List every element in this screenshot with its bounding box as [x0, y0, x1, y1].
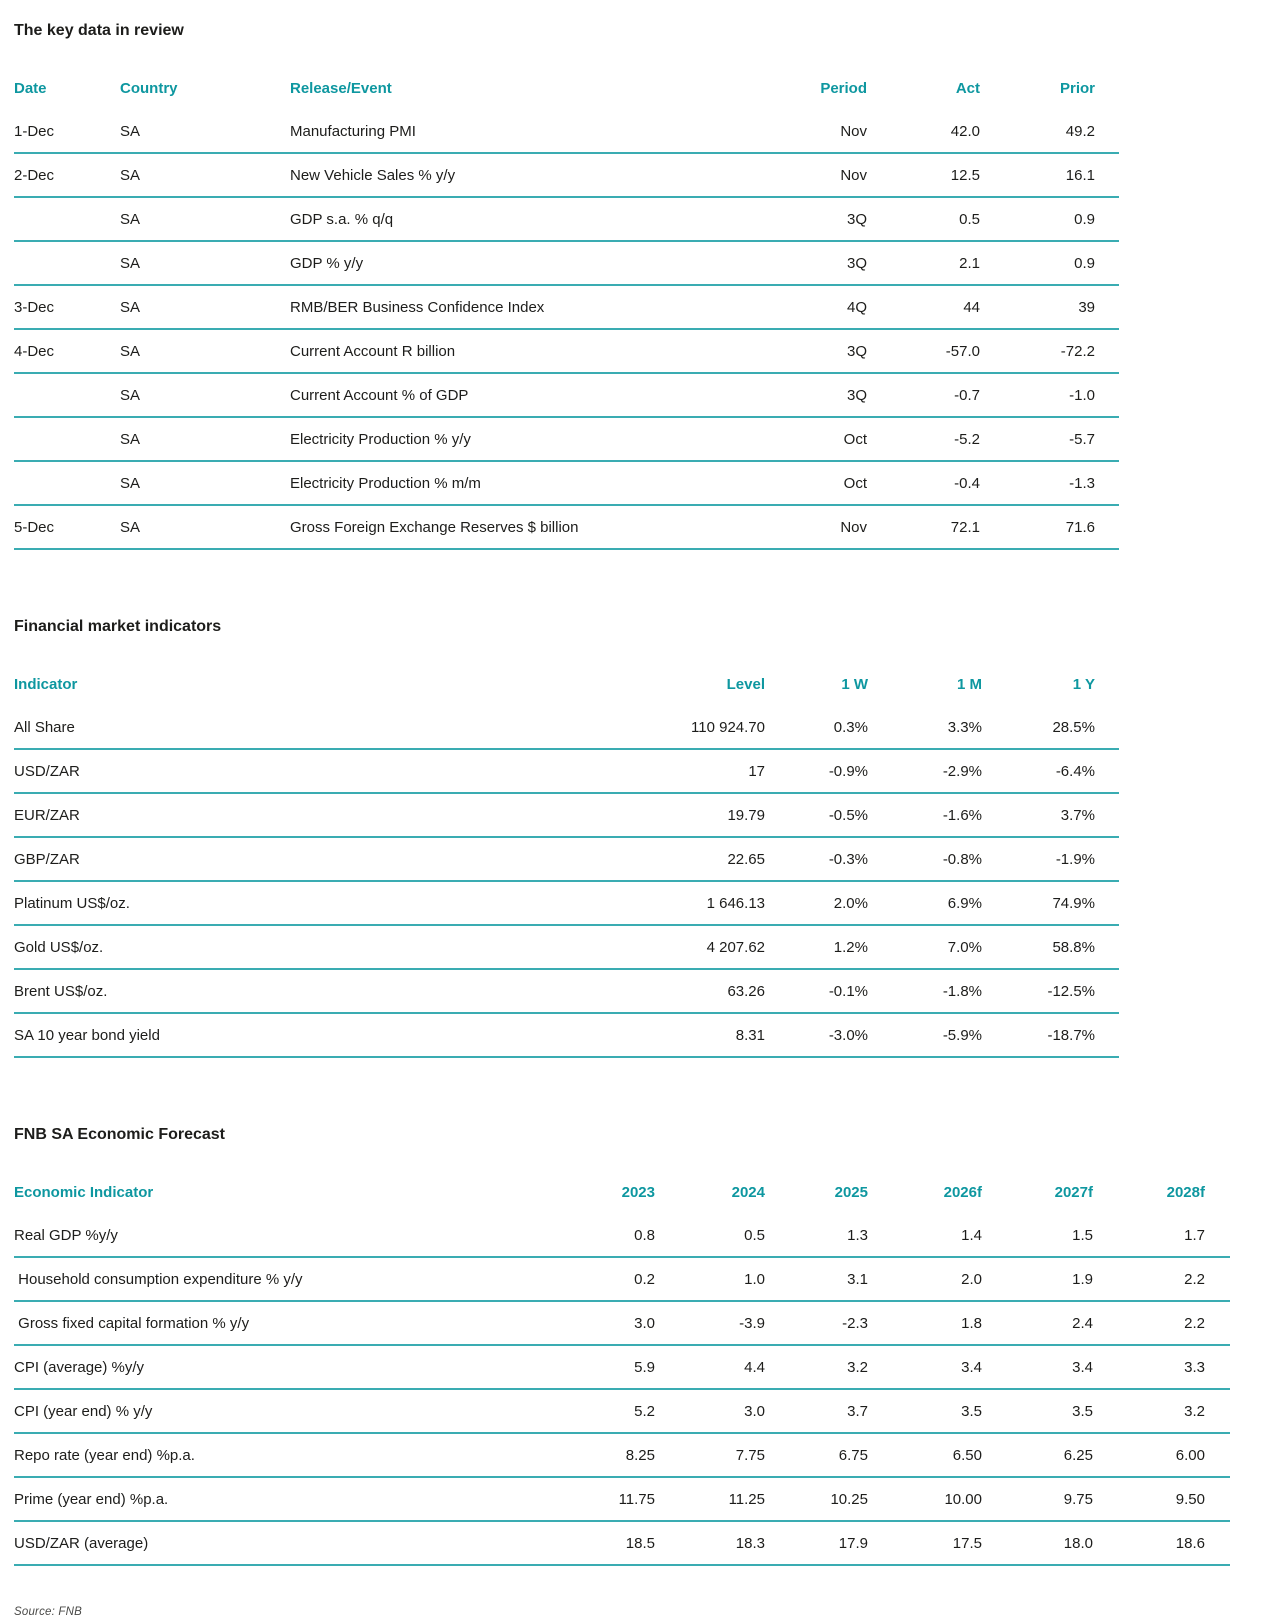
cell: Gold US$/oz.: [14, 925, 534, 969]
cell: -1.6%: [868, 793, 982, 837]
cell: 6.25: [982, 1433, 1093, 1477]
cell: -57.0: [867, 329, 980, 373]
table-row: [14, 285, 1119, 329]
cell: 7.75: [655, 1433, 765, 1477]
column-header: Release/Event: [290, 79, 392, 97]
cell: 39: [980, 285, 1119, 329]
cell: -0.1%: [765, 969, 868, 1013]
cell: 0.2: [544, 1257, 655, 1301]
cell: 18.5: [544, 1521, 655, 1565]
cell: 1.7: [1093, 1214, 1230, 1257]
cell: 4.4: [655, 1345, 765, 1389]
cell: 3Q: [735, 241, 867, 285]
cell: [14, 461, 120, 505]
table-row: [14, 1521, 1230, 1565]
column-header: 2026f: [943, 1183, 982, 1201]
cell: 0.3%: [765, 706, 868, 749]
cell: [14, 417, 120, 461]
table-row: [14, 749, 1119, 793]
cell: -0.9%: [765, 749, 868, 793]
column-header: Economic Indicator: [14, 1183, 154, 1201]
column-header: 2024: [731, 1183, 765, 1201]
cell: -12.5%: [982, 969, 1119, 1013]
cell: 2.0: [868, 1257, 982, 1301]
cell: 6.00: [1093, 1433, 1230, 1477]
cell: 1.0: [655, 1257, 765, 1301]
cell: 4Q: [735, 285, 867, 329]
table-row: [14, 417, 1119, 461]
source-note: Source: FNB: [14, 1606, 83, 1618]
table-row: [14, 1389, 1230, 1433]
cell: 49.2: [980, 110, 1119, 153]
table-row: [14, 110, 1119, 153]
cell: 2.1: [867, 241, 980, 285]
cell: 3.5: [868, 1389, 982, 1433]
column-header: 1 W: [841, 675, 868, 693]
cell: 3.3%: [868, 706, 982, 749]
table-row: [14, 373, 1119, 417]
cell: 9.50: [1093, 1477, 1230, 1521]
cell: 3.3: [1093, 1345, 1230, 1389]
cell: SA: [120, 197, 290, 241]
cell: 0.5: [867, 197, 980, 241]
cell: USD/ZAR (average): [14, 1521, 544, 1565]
cell: 3.4: [868, 1345, 982, 1389]
cell: -0.7: [867, 373, 980, 417]
table-row: [14, 925, 1119, 969]
cell: 72.1: [867, 505, 980, 549]
cell: CPI (average) %y/y: [14, 1345, 544, 1389]
cell: 2.4: [982, 1301, 1093, 1345]
cell: 63.26: [534, 969, 765, 1013]
table-row: [14, 793, 1119, 837]
cell: -1.3: [980, 461, 1119, 505]
cell: 3.0: [544, 1301, 655, 1345]
cell: -5.7: [980, 417, 1119, 461]
cell: SA: [120, 461, 290, 505]
cell: 6.50: [868, 1433, 982, 1477]
cell: -1.8%: [868, 969, 982, 1013]
cell: 2.0%: [765, 881, 868, 925]
cell: -0.3%: [765, 837, 868, 881]
column-header: Prior: [1059, 79, 1095, 97]
cell: 1.9: [982, 1257, 1093, 1301]
cell: 8.31: [534, 1013, 765, 1057]
table-row: [14, 1345, 1230, 1389]
cell: -1.0: [980, 373, 1119, 417]
cell: 5-Dec: [14, 505, 120, 549]
key-data-table: [14, 66, 1119, 550]
column-header: 1 Y: [1072, 675, 1095, 693]
cell: -18.7%: [982, 1013, 1119, 1057]
cell: 74.9%: [982, 881, 1119, 925]
cell: SA: [120, 153, 290, 197]
table-row: [14, 197, 1119, 241]
cell: 58.8%: [982, 925, 1119, 969]
table-row: [14, 1214, 1230, 1257]
column-header: Date: [14, 79, 47, 97]
column-header: Country: [120, 79, 178, 97]
cell: 3.0: [655, 1389, 765, 1433]
cell: 2-Dec: [14, 153, 120, 197]
cell: [14, 373, 120, 417]
cell: Oct: [735, 461, 867, 505]
column-header: Act: [955, 79, 980, 97]
table-row: [14, 1433, 1230, 1477]
cell: 11.75: [544, 1477, 655, 1521]
column-header: Level: [726, 675, 765, 693]
cell: 44: [867, 285, 980, 329]
table-row: [14, 1477, 1230, 1521]
cell: SA: [120, 285, 290, 329]
cell: -1.9%: [982, 837, 1119, 881]
cell: GBP/ZAR: [14, 837, 534, 881]
cell: 22.65: [534, 837, 765, 881]
cell: 10.25: [765, 1477, 868, 1521]
table-row: [14, 505, 1119, 549]
cell: 17.9: [765, 1521, 868, 1565]
cell: -5.2: [867, 417, 980, 461]
header-row: [14, 1170, 1230, 1214]
economic-forecast-title: FNB SA Economic Forecast: [14, 1126, 226, 1143]
column-header: 2023: [621, 1183, 655, 1201]
cell: SA: [120, 505, 290, 549]
cell: 18.3: [655, 1521, 765, 1565]
cell: 4-Dec: [14, 329, 120, 373]
cell: All Share: [14, 706, 534, 749]
cell: 0.9: [980, 197, 1119, 241]
cell: 3.1: [765, 1257, 868, 1301]
cell: 3.2: [765, 1345, 868, 1389]
cell: 5.9: [544, 1345, 655, 1389]
cell: Repo rate (year end) %p.a.: [14, 1433, 544, 1477]
cell: RMB/BER Business Confidence Index: [290, 285, 735, 329]
header-row: [14, 662, 1119, 706]
table-row: [14, 241, 1119, 285]
table-row: [14, 837, 1119, 881]
cell: GDP % y/y: [290, 241, 735, 285]
table-row: [14, 153, 1119, 197]
cell: 11.25: [655, 1477, 765, 1521]
column-header: Period: [820, 79, 867, 97]
cell: -0.4: [867, 461, 980, 505]
cell: 7.0%: [868, 925, 982, 969]
cell: Prime (year end) %p.a.: [14, 1477, 544, 1521]
cell: 3Q: [735, 329, 867, 373]
column-header: 1 M: [956, 675, 982, 693]
cell: 0.5: [655, 1214, 765, 1257]
cell: 6.9%: [868, 881, 982, 925]
cell: 3Q: [735, 197, 867, 241]
cell: -72.2: [980, 329, 1119, 373]
cell: Electricity Production % y/y: [290, 417, 735, 461]
cell: 3.7%: [982, 793, 1119, 837]
key-data-title: The key data in review: [14, 22, 184, 39]
cell: Gross fixed capital formation % y/y: [14, 1301, 544, 1345]
cell: SA: [120, 373, 290, 417]
cell: Gross Foreign Exchange Reserves $ billion: [290, 505, 735, 549]
cell: EUR/ZAR: [14, 793, 534, 837]
cell: 18.6: [1093, 1521, 1230, 1565]
cell: USD/ZAR: [14, 749, 534, 793]
column-header: 2027f: [1054, 1183, 1093, 1201]
cell: 42.0: [867, 110, 980, 153]
cell: 12.5: [867, 153, 980, 197]
table-row: [14, 1301, 1230, 1345]
cell: -2.9%: [868, 749, 982, 793]
table-row: [14, 329, 1119, 373]
cell: 1.4: [868, 1214, 982, 1257]
cell: -0.5%: [765, 793, 868, 837]
cell: 4 207.62: [534, 925, 765, 969]
cell: Platinum US$/oz.: [14, 881, 534, 925]
cell: Manufacturing PMI: [290, 110, 735, 153]
market-indicators-title: Financial market indicators: [14, 618, 222, 635]
cell: 110 924.70: [534, 706, 765, 749]
cell: 19.79: [534, 793, 765, 837]
cell: Nov: [735, 110, 867, 153]
cell: -5.9%: [868, 1013, 982, 1057]
cell: Electricity Production % m/m: [290, 461, 735, 505]
cell: 1.2%: [765, 925, 868, 969]
cell: 17.5: [868, 1521, 982, 1565]
cell: 3-Dec: [14, 285, 120, 329]
cell: -0.8%: [868, 837, 982, 881]
cell: 16.1: [980, 153, 1119, 197]
cell: -6.4%: [982, 749, 1119, 793]
cell: 1.8: [868, 1301, 982, 1345]
cell: Current Account R billion: [290, 329, 735, 373]
cell: 9.75: [982, 1477, 1093, 1521]
cell: SA: [120, 110, 290, 153]
cell: Current Account % of GDP: [290, 373, 735, 417]
cell: 0.9: [980, 241, 1119, 285]
column-header: Indicator: [14, 675, 78, 693]
cell: Nov: [735, 153, 867, 197]
cell: 3Q: [735, 373, 867, 417]
cell: Household consumption expenditure % y/y: [14, 1257, 544, 1301]
column-header: 2028f: [1166, 1183, 1205, 1201]
cell: 1-Dec: [14, 110, 120, 153]
market-indicators-table: [14, 662, 1119, 1058]
cell: 3.7: [765, 1389, 868, 1433]
cell: Brent US$/oz.: [14, 969, 534, 1013]
cell: 3.2: [1093, 1389, 1230, 1433]
cell: [14, 197, 120, 241]
cell: Nov: [735, 505, 867, 549]
cell: SA 10 year bond yield: [14, 1013, 534, 1057]
cell: -3.9: [655, 1301, 765, 1345]
cell: 5.2: [544, 1389, 655, 1433]
table-row: [14, 461, 1119, 505]
cell: New Vehicle Sales % y/y: [290, 153, 735, 197]
cell: -3.0%: [765, 1013, 868, 1057]
cell: CPI (year end) % y/y: [14, 1389, 544, 1433]
cell: 1.3: [765, 1214, 868, 1257]
cell: 18.0: [982, 1521, 1093, 1565]
cell: 2.2: [1093, 1301, 1230, 1345]
cell: GDP s.a. % q/q: [290, 197, 735, 241]
cell: [14, 241, 120, 285]
table-row: [14, 1013, 1119, 1057]
column-header: 2025: [834, 1183, 868, 1201]
cell: Oct: [735, 417, 867, 461]
cell: 8.25: [544, 1433, 655, 1477]
cell: 28.5%: [982, 706, 1119, 749]
table-row: [14, 969, 1119, 1013]
cell: 2.2: [1093, 1257, 1230, 1301]
cell: Real GDP %y/y: [14, 1214, 544, 1257]
cell: 6.75: [765, 1433, 868, 1477]
table-row: [14, 706, 1119, 749]
cell: 17: [534, 749, 765, 793]
cell: 71.6: [980, 505, 1119, 549]
cell: 0.8: [544, 1214, 655, 1257]
economic-forecast-table: [14, 1170, 1230, 1566]
cell: 3.5: [982, 1389, 1093, 1433]
table-row: [14, 1257, 1230, 1301]
cell: 10.00: [868, 1477, 982, 1521]
cell: SA: [120, 329, 290, 373]
header-row: [14, 66, 1119, 110]
table-row: [14, 881, 1119, 925]
cell: 1.5: [982, 1214, 1093, 1257]
cell: 3.4: [982, 1345, 1093, 1389]
cell: -2.3: [765, 1301, 868, 1345]
cell: SA: [120, 417, 290, 461]
cell: 1 646.13: [534, 881, 765, 925]
cell: SA: [120, 241, 290, 285]
